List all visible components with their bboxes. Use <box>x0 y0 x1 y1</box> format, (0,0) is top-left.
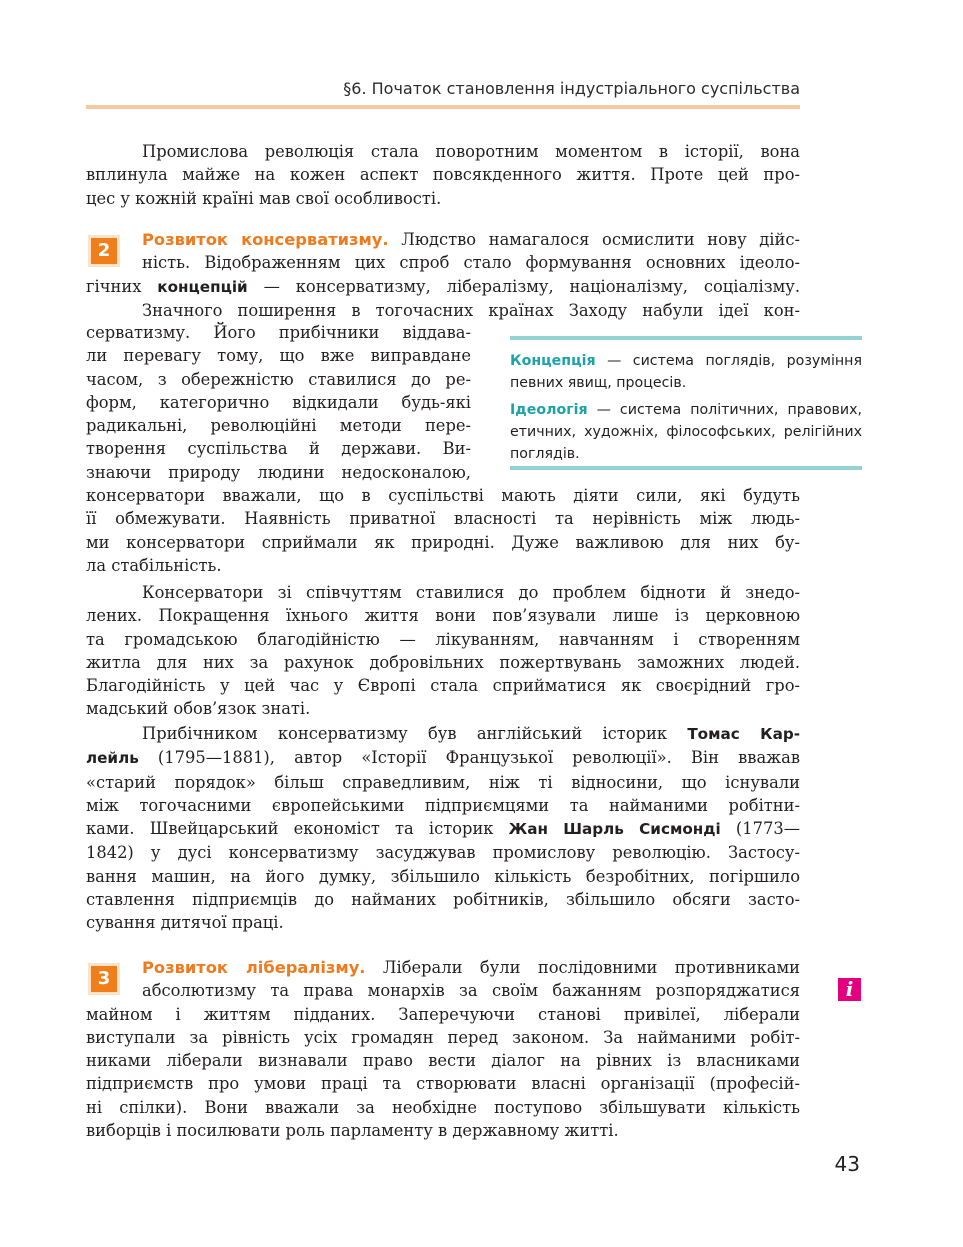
text-line: етичних, художніх, філософських, релігійних <box>510 424 862 440</box>
text-line: никами ліберали визнавали право вести діалог на рівних із власниками <box>86 1051 800 1071</box>
intro-paragraph <box>86 140 800 210</box>
text-line: мадський обов’язок знаті. <box>86 699 311 719</box>
text-line: вплинула майже на кожен аспект повсякденного життя. Проте цей про- <box>86 165 800 185</box>
text-line: житла для них за рахунок добровільних пожертвувань заможних людей. <box>86 652 800 672</box>
text-line: часом, з обережністю ставилися до ре- <box>86 369 471 389</box>
section-2-paragraph-2 <box>86 581 800 721</box>
section-3-paragraph <box>86 956 800 1142</box>
section-3-title: Розвиток лібералізму. <box>142 958 366 977</box>
text-line: сування дитячої праці. <box>86 913 284 933</box>
text-run: (1795—1881), автор «Історії Французької революції». Він вважав <box>138 748 800 768</box>
section-2-paragraph-3 <box>86 722 800 935</box>
text-line: виборців і посилювати роль парламенту в державному житті. <box>86 1121 619 1141</box>
section-2-narrow-column <box>86 321 471 484</box>
text-line: та громадською благодійністю — лікуванням, навчанням і створенням <box>86 629 800 649</box>
definitions-box <box>510 336 862 470</box>
term-concept: концепцій <box>157 277 248 296</box>
text-line <box>510 350 862 372</box>
text-run: Ліберали були послідовними противниками <box>365 958 800 977</box>
text-line <box>510 399 862 421</box>
text-run: ками. Швейцарський економіст та історик <box>86 819 509 839</box>
text-line: ла стабільність. <box>86 555 222 575</box>
text-line: лених. Покращення їхнього життя вони пов’язували лише із церковною <box>86 606 800 626</box>
text-line <box>86 722 800 746</box>
definition-term: Концепція <box>510 353 596 369</box>
text-line <box>86 228 800 251</box>
text-line: певних явищ, процесів. <box>510 375 687 391</box>
text-line: майном і життям підданих. Заперечуючи станові привілеї, ліберали <box>86 1004 800 1024</box>
header-divider <box>86 105 800 109</box>
text-line: ні спілки). Вони вважали за необхідне поступово збільшувати кількість <box>86 1097 800 1117</box>
text-line: 1842) у дусі консерватизму засуджував промислову революцію. Застосу- <box>86 843 800 863</box>
text-run: — система поглядів, розуміння <box>595 353 862 369</box>
text-line: виступали за рівність усіх громадян перед законом. За найманими робіт- <box>86 1027 800 1047</box>
text-line: серватизму. Його прибічники віддава- <box>86 323 471 342</box>
text-line: Благодійність у цей час у Європі стала сприйматися як своєрідний гро- <box>86 676 800 696</box>
text-line: «старий порядок» більш справедливим, ніж ті відносини, що існували <box>86 772 800 792</box>
text-line: цес у кожній країні мав свої особливості. <box>86 188 442 208</box>
text-line: ставлення підприємців до найманих робітників, збільшило обсяги засто- <box>86 890 800 910</box>
person-name: Томас Кар- <box>687 725 800 743</box>
text-line: вання машин, на його думку, збільшило кількість безробітних, погіршило <box>86 866 800 886</box>
section-number-badge: 2 <box>88 235 120 267</box>
running-header: §6. Початок становлення індустріального суспільства <box>343 79 800 98</box>
text-run: Людство намагалося осмислити нову дійс- <box>388 230 800 249</box>
text-line: Консерватори зі співчуттям ставилися до проблем бідноти й знедо- <box>142 583 800 602</box>
section-2-title: Розвиток консерватизму. <box>142 230 389 249</box>
text-line: її обмежувати. Наявність приватної власності та нерівність між людь- <box>86 509 800 529</box>
section-number-badge: 3 <box>88 963 120 995</box>
person-name: Жан Шарль Сисмонді <box>508 820 721 839</box>
text-line <box>86 746 800 770</box>
text-line <box>86 275 800 299</box>
text-run: Прибічником консерватизму був англійський історик <box>142 724 688 743</box>
definition-ideology <box>510 399 862 465</box>
text-run: — консерватизму, лібералізму, націоналізму, соціалізму. <box>247 276 800 296</box>
person-name: лейль <box>86 749 139 768</box>
text-line: знаючи природу людини недосконалою, <box>86 462 471 482</box>
text-line: абсолютизму та права монархів за своїм бажанням розпоряджатися <box>142 981 800 1001</box>
text-line: поглядів. <box>510 446 580 462</box>
text-line <box>86 956 800 979</box>
text-line: консерватори вважали, що в суспільстві мають діяти сили, які будуть <box>86 486 800 505</box>
text-line: підприємств про умови праці та створювати власні організації (професій- <box>86 1074 800 1094</box>
text-line: Промислова революція стала поворотним моментом в історії, вона <box>142 142 800 161</box>
text-run: (1773— <box>720 819 800 839</box>
text-line: ми консерватори сприймали як природні. Дуже важливою для них бу- <box>86 532 800 552</box>
text-line: ли перевагу тому, що вже виправдане <box>86 346 471 366</box>
page-number: 43 <box>834 1152 860 1176</box>
text-run: гічних <box>86 276 158 296</box>
info-icon[interactable]: i <box>838 978 861 1001</box>
definition-term: Ідеологія <box>510 402 588 418</box>
text-line: творення суспільства й держави. Ви- <box>86 439 471 459</box>
text-line: форм, категорично відкидали будь-які <box>86 392 471 412</box>
text-line: між тогочасними європейськими підприємцями та найманими робітни- <box>86 795 800 815</box>
text-line: Значного поширення в тогочасних країнах Заходу набули ідеї кон- <box>142 300 800 320</box>
text-run: — система політичних, правових, <box>587 402 862 418</box>
text-line: ність. Відображенням цих спроб стало формування основних ідеоло- <box>142 253 800 273</box>
text-line: радикальні, революційні методи пере- <box>86 416 471 436</box>
definition-concept <box>510 350 862 394</box>
section-2-wide-column <box>86 484 800 577</box>
section-2-intro <box>86 228 800 322</box>
text-line <box>86 817 800 841</box>
